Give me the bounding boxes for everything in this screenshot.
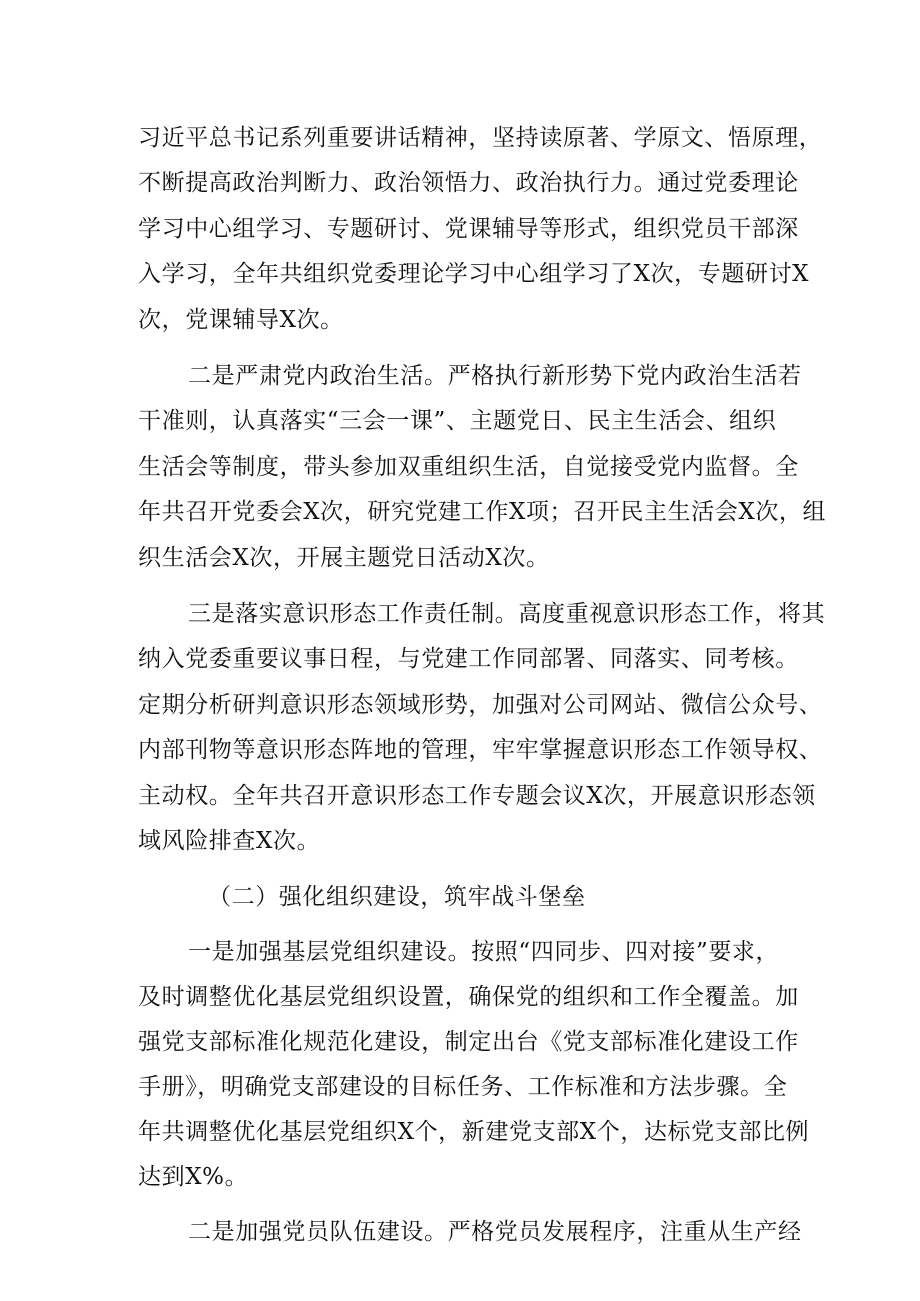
- text-line: 强党支部标准化规范化建设，制定出台《党支部标准化建设工作: [138, 1029, 799, 1055]
- text-line: 不断提高政治判断力、政治领悟力、政治执行力。通过党委理论: [138, 170, 799, 196]
- text-line: 手册》，明确党支部建设的目标任务、工作标准和方法步骤。全: [138, 1074, 788, 1100]
- text-line: 织生活会X次，开展主题党日活动X次。: [138, 545, 550, 571]
- section-heading: （二）强化组织建设，筑牢战斗堡垒: [208, 884, 586, 910]
- text-line: 习近平总书记系列重要讲话精神，坚持读原著、学原文、悟原理，: [138, 125, 823, 151]
- text-line: 入学习，全年共组织党委理论学习中心组学习了X次，专题研讨X: [138, 261, 810, 287]
- text-line: 干准则，认真落实“三会一课”、主题党日、民主生活会、组织: [138, 408, 777, 434]
- text-line: 纳入党委重要议事日程，与党建工作同部署、同落实、同考核。: [138, 646, 799, 672]
- text-line: 年共召开党委会X次，研究党建工作X项；召开民主生活会X次，组: [138, 499, 827, 525]
- text-line: 定期分析研判意识形态领域形势，加强对公司网站、微信公众号、: [138, 692, 823, 718]
- text-line: 年共调整优化基层党组织X个，新建党支部X个，达标党支部比例: [138, 1119, 810, 1145]
- paragraph-start-line: 二是严肃党内政治生活。严格执行新形势下党内政治生活若: [188, 363, 802, 389]
- text-line: 主动权。全年共召开意识形态工作专题会议X次，开展意识形态领: [138, 783, 816, 809]
- paragraph-start-line: 一是加强基层党组织建设。按照“四同步、四对接”要求，: [188, 939, 780, 965]
- text-line: 次，党课辅导X次。: [138, 307, 344, 333]
- text-line: 内部刊物等意识形态阵地的管理，牢牢掌握意识形态工作领导权、: [138, 737, 823, 763]
- text-line: 生活会等制度，带头参加双重组织生活，自觉接受党内监督。全: [138, 454, 799, 480]
- paragraph-start-line: 三是落实意识形态工作责任制。高度重视意识形态工作，将其: [188, 601, 826, 627]
- paragraph-start-line: 二是加强党员队伍建设。严格党员发展程序，注重从生产经: [188, 1219, 802, 1245]
- text-line: 及时调整优化基层党组织设置，确保党的组织和工作全覆盖。加: [138, 984, 799, 1010]
- text-line: 域风险排查X次。: [138, 828, 321, 854]
- text-line: 学习中心组学习、专题研讨、党课辅导等形式，组织党员干部深: [138, 216, 799, 242]
- text-line: 达到X%。: [138, 1164, 249, 1190]
